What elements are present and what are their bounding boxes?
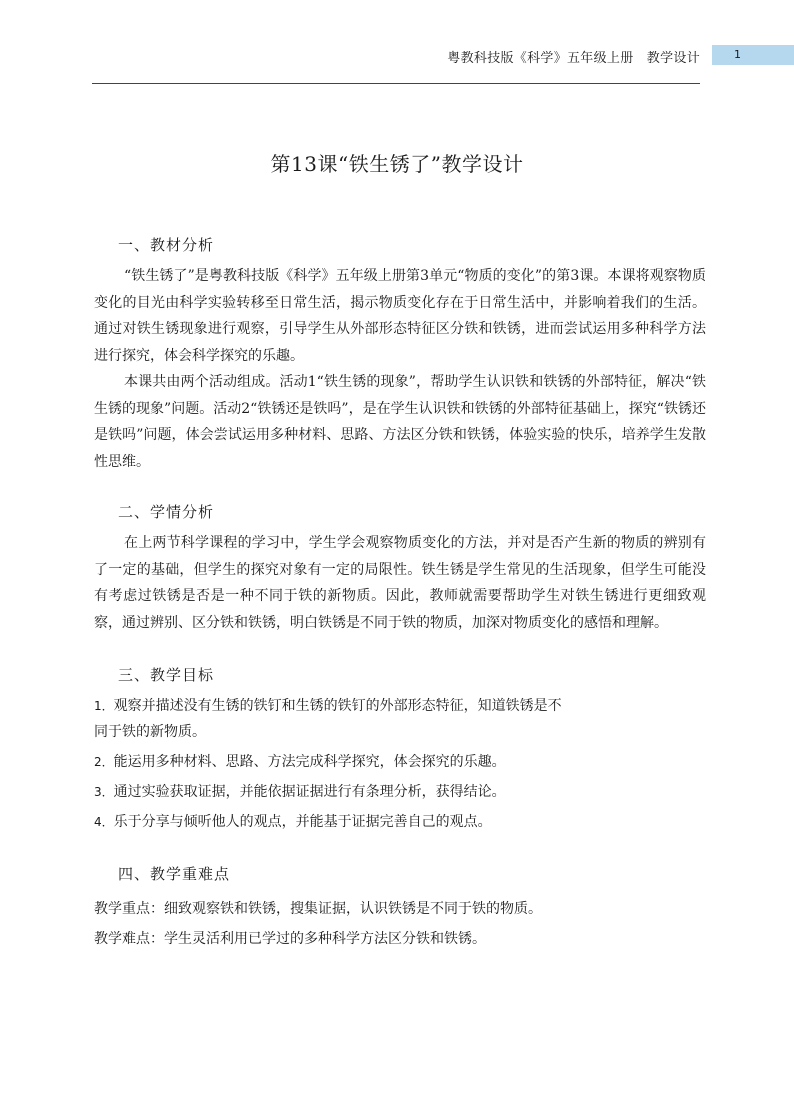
header-divider [92, 83, 700, 84]
section-heading: 一、教材分析 [118, 236, 215, 254]
objective-item [94, 693, 706, 745]
section-heading: 四、教学重难点 [118, 865, 231, 883]
objective-number: 4． [94, 815, 114, 829]
objective-number: 1． [94, 699, 114, 713]
objective-item [94, 779, 706, 805]
key-point-label: 教学重点： [94, 901, 164, 917]
objective-item [94, 749, 706, 775]
difficult-point-label: 教学难点： [94, 931, 164, 947]
section-heading: 二、学情分析 [118, 503, 215, 521]
difficult-point-text: 学生灵活利用已学过的多种科学方法区分铁和铁锈。 [164, 931, 486, 947]
difficult-point-line [94, 926, 706, 952]
paragraph: 本课共由两个活动组成。活动1“铁生锈的现象”，帮助学生认识铁和铁锈的外部特征，解决“铁生锈的现象”问题。活动2“铁锈还是铁吗”，是在学生认识铁和铁锈的外部特征基础上，探究“铁锈还是铁吗”问题，体会尝试运用多种材料、思路、方法区分铁和铁锈，体验实验的快乐，培养学生发散性思维。 [94, 374, 706, 470]
objective-text-continued: 同于铁的新物质。 [94, 724, 206, 740]
document-body [94, 228, 706, 954]
objective-text: 通过实验获取证据，并能依据证据进行有条理分析，获得结论。 [113, 784, 506, 800]
section-teaching-objectives [94, 658, 706, 835]
objective-number: 2． [94, 755, 114, 769]
page-number-badge: 1 [712, 45, 794, 65]
objective-text: 观察并描述没有生锈的铁钉和生锈的铁钉的外部形态特征，知道铁锈是不 [113, 698, 562, 714]
objective-item [94, 809, 706, 835]
key-point-line [94, 896, 706, 922]
section-textbook-analysis [94, 228, 706, 475]
section-heading: 三、教学目标 [118, 666, 215, 684]
objective-text: 能运用多种材料、思路、方法完成科学探究，体会探究的乐趣。 [113, 754, 506, 770]
section-student-analysis [94, 495, 706, 636]
header-book-title: 粤教科技版《科学》五年级上册 教学设计 [447, 51, 700, 66]
page-title: 第13课“铁生锈了”教学设计 [270, 152, 524, 176]
section-key-difficult-points [94, 857, 706, 952]
key-point-text: 细致观察铁和铁锈，搜集证据，认识铁锈是不同于铁的物质。 [164, 901, 542, 917]
objective-number: 3． [94, 785, 114, 799]
paragraph: “铁生锈了”是粤教科技版《科学》五年级上册第3单元“物质的变化”的第3课。本课将观察物质变化的目光由科学实验转移至日常生活，揭示物质变化存在于日常生活中，并影响着我们的生活。通过对铁生锈现象进行观察，引导学生从外部形态特征区分铁和铁锈，进而尝试运用多种科学方法进行探究，体会科学探究的乐趣。 [94, 268, 706, 364]
objective-text: 乐于分享与倾听他人的观点，并能基于证据完善自己的观点。 [113, 814, 492, 830]
paragraph: 在上两节科学课程的学习中，学生学会观察物质变化的方法，并对是否产生新的物质的辨别有了一定的基础，但学生的探究对象有一定的局限性。铁生锈是学生常见的生活现象，但学生可能没有考虑过铁锈是否是一种不同于铁的新物质。因此，教师就需要帮助学生对铁生锈进行更细致观察，通过辨别、区分铁和铁锈，明白铁锈是不同于铁的物质，加深对物质变化的感悟和理解。 [94, 535, 706, 631]
